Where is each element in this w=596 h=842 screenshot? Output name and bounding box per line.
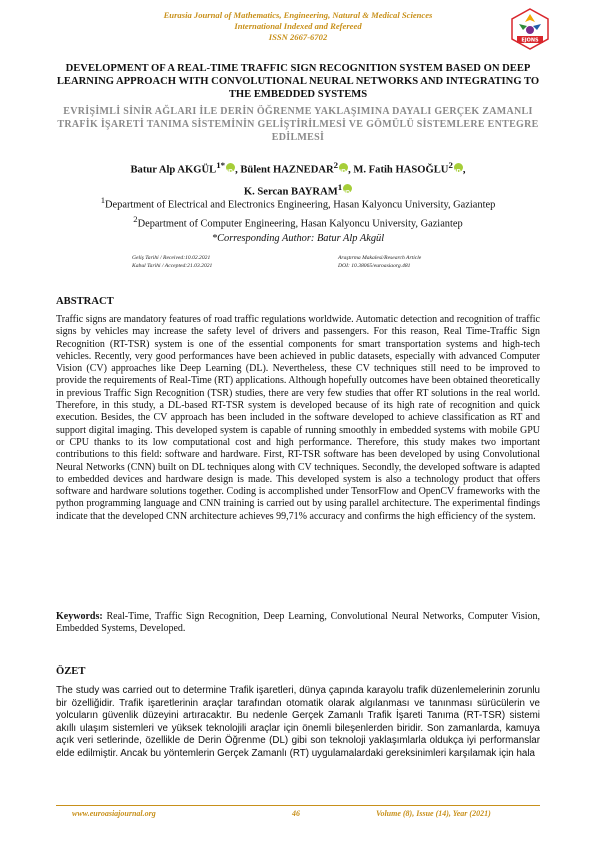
journal-header bbox=[80, 10, 516, 43]
author-name: M. Fatih HASOĞLU bbox=[353, 164, 449, 176]
orcid-icon[interactable] bbox=[343, 184, 352, 193]
footer-website[interactable]: www.euroasiajournal.org bbox=[72, 809, 156, 818]
affiliation-sup: 2 bbox=[133, 214, 138, 224]
author-sup: 2 bbox=[333, 160, 339, 170]
abstract-text: Traffic signs are mandatory features of road traffic regulations worldwide. Automatic detection and recognition of traffic signs by vehicles may increase the safety level of drivers and passengers. For this reason, Real Time-Traffic Sign Recognition (RT-TSR) system is one of the essential components for smart transportation systems and high-tech vehicles. Recently, very good performances have been achieved in public datasets, especially with advanced Computer Vision (CV) approaches like Deep Learning (DL). Nevertheless, these CV techniques still need to be improved to provide the requirements of Real-Time (RT) applications. Although hopefully outcomes have been obtained theoretically in previous Traffic Sign Recognition (TSR) studies, there are very few studies that offer RT solutions in the real world. Therefore, in this study, a DL-based RT-TSR system is developed because of its high rate of recognition and quick execution. Besides, the CV approach has been included in the software developed to achieve classification as RT and support digital imaging. This developed system is capable of running smoothly in embedded systems with mobile GPU or CPU thanks to its low computational cost and high performance. Therefore, this study makes two important contributions to this field: software and hardware. First, RT-TSR software has been developed by using Convolutional Neural Networks (CNN) built on DL techniques along with CV techniques. Secondly, the developed software is adapted to embedded devices and hardware design is made. This developed system is also a technology product that offers software and hardware solutions together. Coding is accomplished under TensorFlow and OpenCV frameworks with the python programming language and CNN training is carried out by using parallel architecture. The experimental findings indicate that the developed CNN architecture achieves 99,71% accuracy and confirms the high efficiency of the system. bbox=[56, 314, 540, 522]
doi[interactable]: DOI: 10.38065/euroasiaorg.481 bbox=[338, 263, 411, 269]
keywords-text: Real-Time, Traffic Sign Recognition, Deep Learning, Convolutional Neural Networks, Computer Vision, Embedded Systems, Developed. bbox=[56, 611, 540, 635]
dates-left bbox=[132, 254, 212, 270]
journal-subtitle: International Indexed and Refereed bbox=[234, 21, 362, 31]
affiliation-text: Department of Electrical and Electronics Engineering, Hasan Kalyoncu University, Gaziantep bbox=[105, 199, 496, 211]
accepted-date: Kabul Tarihi / Accepted:21.03.2021 bbox=[132, 263, 213, 269]
author-sup: 1* bbox=[216, 160, 226, 170]
author-sup: 1 bbox=[337, 181, 343, 192]
ozet-heading: ÖZET bbox=[56, 666, 86, 677]
footer-divider bbox=[56, 805, 540, 806]
orcid-icon[interactable] bbox=[226, 163, 235, 172]
orcid-icon[interactable] bbox=[339, 163, 348, 172]
orcid-icon[interactable] bbox=[454, 163, 463, 172]
ozet-text: The study was carried out to determine Trafik işaretleri, dünya çapında karayolu trafik düzenlemelerinin zorunlu bir özelliğidir. Trafik işaretlerinin araçlar tarafından otomatik olarak algılanması ve tanınması sürücülerin ve yolcuların güvenlik düzeyini artıracaktır. Bu nedenle Gerçek Zamanlı Trafik İşareti Tanıma (RT-TSR) sistemi akıllı ulaşım sistemleri ve yüksek teknolojili araçlar için önemli bileşenlerden biridir. Son zamanlarda, kamuya açık veri setlerinde, özellikle de Derin Öğrenme (DL) gibi son teknoloji yaklaşımlarla oldukça iyi performanslar elde edilmiştir. Ancak bu yöntemlerin Gerçek Zamanlı (RT) uygulamalardaki gereksinimleri karşılamak için hala bbox=[56, 685, 540, 759]
keywords-label: Keywords: bbox=[56, 611, 103, 622]
journal-name: Eurasia Journal of Mathematics, Engineering, Natural & Medical Sciences bbox=[163, 10, 433, 20]
author-name: K. Sercan BAYRAM bbox=[243, 186, 338, 198]
journal-issn: ISSN 2667-6702 bbox=[268, 32, 328, 42]
paper-title-en: DEVELOPMENT OF A REAL-TIME TRAFFIC SIGN RECOGNITION SYSTEM BASED ON DEEP LEARNING APPROACH WITH CONVOLUTIONAL NEURAL NETWORKS AND INTEGRATING TO THE EMBEDDED SYSTEMS bbox=[56, 63, 540, 100]
affiliation-sup: 1 bbox=[100, 195, 106, 205]
journal-logo bbox=[509, 8, 551, 50]
author-sup: 2 bbox=[448, 160, 453, 170]
affiliation-text: Department of Computer Engineering, Hasan Kalyoncu University, Gaziantep bbox=[137, 218, 463, 230]
author-name: Bülent HAZNEDAR bbox=[240, 164, 334, 176]
keywords bbox=[56, 611, 540, 636]
dates-right bbox=[338, 254, 421, 270]
corresponding-author: *Corresponding Author: Batur Alp Akgül bbox=[211, 233, 385, 244]
authors: Batur Alp $AKGÜL^{1*}iD$ , Bülent HAZNEDAR$^2$iD , M. Fatih HASOĞLU$^2$iD , K. Sercan BAYRAM$^1$iD bbox=[56, 157, 540, 200]
article-type: Araştırma Makalesi/Research Article bbox=[338, 255, 422, 261]
affiliation bbox=[56, 213, 540, 230]
author-name: Batur Alp AKGÜL bbox=[130, 164, 217, 176]
received-date: Geliş Tarihi / Received:10.02.2021 bbox=[132, 255, 211, 261]
affiliation bbox=[56, 194, 540, 211]
footer-page-number: 46 bbox=[292, 809, 300, 818]
paper-title-tr: EVRİŞİMLİ SİNİR AĞLARI İLE DERİN ÖĞRENME YAKLAŞIMINA DAYALI GERÇEK ZAMANLI TRAFİK İŞARETİ TANIMA SİSTEMİNİN GELİŞTİRİLMESİ VE GÖMÜLÜ SİSTEMLERE ENTEGRE EDİLMESİ bbox=[57, 106, 539, 143]
footer-volume: Volume (8), Issue (14), Year (2021) bbox=[376, 809, 491, 818]
abstract-heading: ABSTRACT bbox=[56, 296, 114, 307]
logo-text: EJONS bbox=[521, 37, 539, 44]
